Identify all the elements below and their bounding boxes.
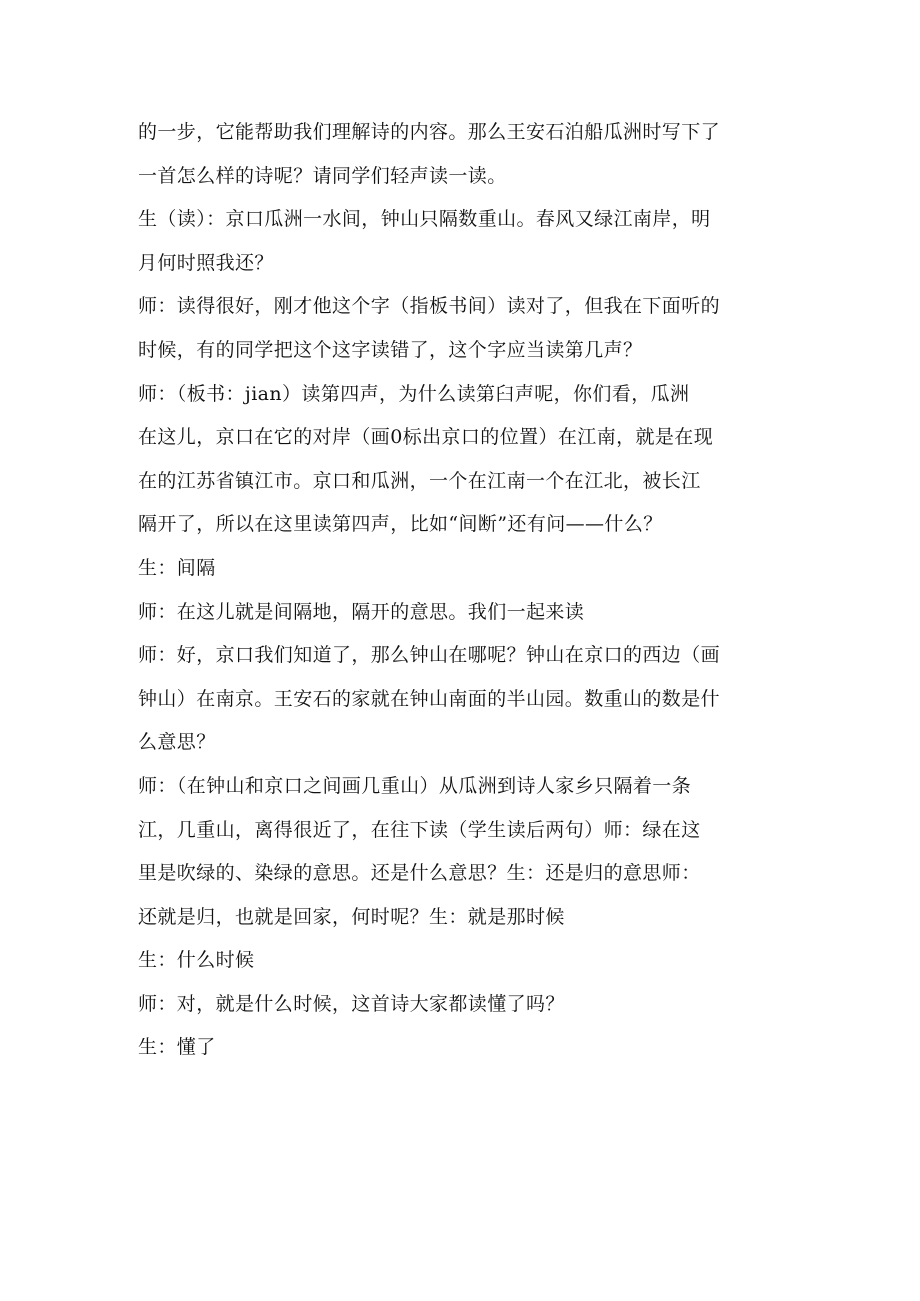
text-line: 在的江苏省镇江市。京口和瓜洲，一个在江南一个在江北，被长江	[138, 469, 701, 492]
text-line: 隔开了，所以在这里读第四声，比如“间断”还有问——什么？	[138, 513, 663, 536]
text-line: 生：懂了	[138, 1036, 216, 1059]
text-line: 在这儿，京口在它的对岸（画0标出京口的位置）在江南，就是在现	[138, 426, 714, 449]
text-line: 还就是归，也就是回家，何时呢？生：就是那时候	[138, 905, 565, 928]
text-line: 师：在这儿就是间隔地，隔开的意思。我们一起来读	[138, 600, 585, 623]
text-line: 师：读得很好，刚才他这个字（指板书间）读对了，但我在下面听的	[138, 295, 721, 318]
text-line: 的一步，它能帮助我们理解诗的内容。那么王安石泊船瓜洲时写下了	[138, 121, 721, 143]
text-line: 师：（在钟山和京口之间画几重山）从瓜洲到诗人家乡只隔着一条	[138, 774, 692, 797]
text-line: 里是吹绿的、染绿的意思。还是什么意思？生：还是归的意思师：	[138, 862, 701, 885]
text-line: 时候，有的同学把这个这字读错了，这个字应当读第几声？	[138, 338, 643, 361]
text-line: 生（读）：京口瓜洲一水间，钟山只隔数重山。春风又绿江南岸，明	[138, 208, 711, 231]
text-line: 师：（板书：jian）读第四声，为什么读第臼声呢，你们看，瓜洲	[138, 382, 690, 405]
text-line: 生：间隔	[138, 556, 216, 579]
document-body	[138, 111, 788, 1070]
text-line: 师：对，就是什么时候，这首诗大家都读懂了吗？	[138, 992, 565, 1015]
text-line: 生：什么时候	[138, 949, 255, 972]
text-line: 一首怎么样的诗呢？请同学们轻声读一读。	[138, 164, 507, 187]
text-line: 师：好，京口我们知道了，那么钟山在哪呢？钟山在京口的西边（画	[138, 644, 721, 667]
text-line: 月何时照我还？	[138, 251, 274, 274]
text-line: 钟山）在南京。王安石的家就在钟山南面的半山园。数重山的数是什	[138, 687, 721, 710]
text-line: 江，几重山，离得很近了，在往下读（学生读后两句）师：绿在这	[138, 818, 701, 841]
text-line: 么意思？	[138, 731, 216, 754]
